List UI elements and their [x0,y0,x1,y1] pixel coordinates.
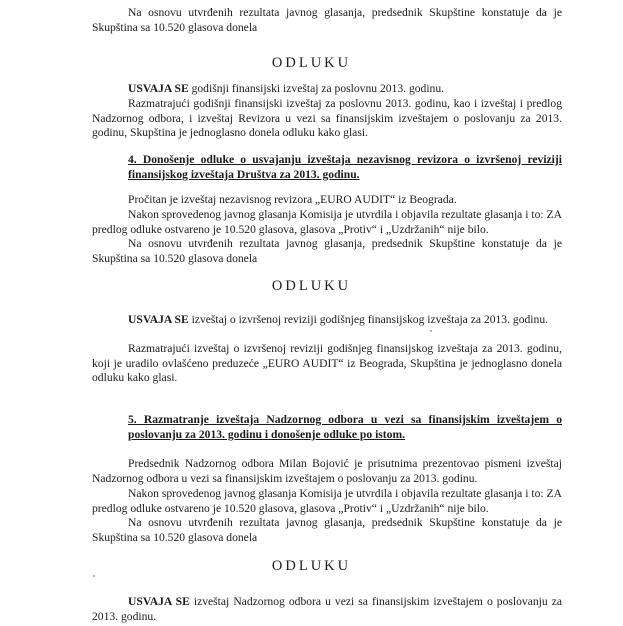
section-5-paragraph-1: Predsednik Nadzornog odbora Milan Bojović je prisutnima prezentovao pismeni izveštaj Nadzornog odbora u vezi sa finansijskim izveštajem o poslovanju za 2013. godinu. [92,457,562,485]
decision-2-bold: USVAJA SE [128,313,189,326]
decision-2-statement: USVAJA SE izveštaj o izvršenoj reviziji godišnjeg finansijskog izveštaja za 2013. godinu. [128,313,549,326]
decision-2-rationale: Razmatrajući izveštaj o izvršenoj reviziji godišnjeg finansijskog izveštaja za 2013. godinu, koji je uradilo ovlašćeno preduzeće „EURO AUDIT“ iz Beograda, Skupština je jednoglasno donela odluku kako glasi. [92,342,562,385]
section-5-title: 5. Razmatranje izveštaja Nadzornog odbora u vezi sa finansijskim izveštajem o poslovanju za 2013. godinu i donošenje odluke po istom. [128,413,562,441]
scan-speck [430,330,432,332]
decision-3-statement: USVAJA SE izveštaj Nadzornog odbora u vezi sa finansijskim izveštajem o poslovanju za 2013. godinu. [92,595,562,623]
scan-speck [93,575,95,577]
section-4-paragraph-2: Nakon sprovedenog javnog glasanja Komisija je utvrdila i objavila rezultate glasanja i to: ZA predlog odluke ostvareno je 10.520 glasova, glasova „Protiv“ i „Uzdržanih“ nije bilo. [92,208,562,236]
paragraph-quorum-1: Na osnovu utvrđenih rezultata javnog glasanja, predsednik Skupštine konstatuje da je Skupština sa 10.520 glasova donela [92,6,562,34]
section-4-title: 4. Donošenje odluke o usvajanju izveštaja nezavisnog revizora o izvršenoj reviziji finansijskog izveštaja Društva za 2013. godinu. [128,153,562,181]
section-5-paragraph-3: Na osnovu utvrđenih rezultata javnog glasanja, predsednik Skupštine konstatuje da je Skupština sa 10.520 glasova donela [92,516,562,544]
section-4-paragraph-3: Na osnovu utvrđenih rezultata javnog glasanja, predsednik Skupštine konstatuje da je Skupština sa 10.520 glasova donela [92,237,562,265]
section-4-paragraph-1: Pročitan je izveštaj nezavisnog revizora „EURO AUDIT“ iz Beograda. [128,193,457,206]
decision-heading-3: ODLUKU [271,558,352,574]
decision-heading-1: ODLUKU [271,55,352,71]
decision-heading-2: ODLUKU [271,278,352,294]
section-5-paragraph-2: Nakon sprovedenog javnog glasanja Komisija je utvrdila i objavila rezultate glasanja i to: ZA predlog odluke ostvareno je 10.520 glasova, glasova „Protiv“ i „Uzdržanih“ nije bilo. [92,487,562,515]
decision-3-bold: USVAJA SE [128,595,190,608]
decision-1-rationale: Razmatrajući godišnji finansijski izveštaj za poslovnu 2013. godinu, kao i izveštaj i predlog Nadzornog odbora, i izveštaj Revizora u vezi sa finansijskim izveštajem o poslovanju za 2013. godinu, Skupština je jednoglasno donela odluku kako glasi. [92,97,562,140]
decision-1-bold: USVAJA SE [128,82,189,95]
decision-1-statement: USVAJA SE godišnji finansijski izveštaj za poslovnu 2013. godinu. [128,82,445,95]
